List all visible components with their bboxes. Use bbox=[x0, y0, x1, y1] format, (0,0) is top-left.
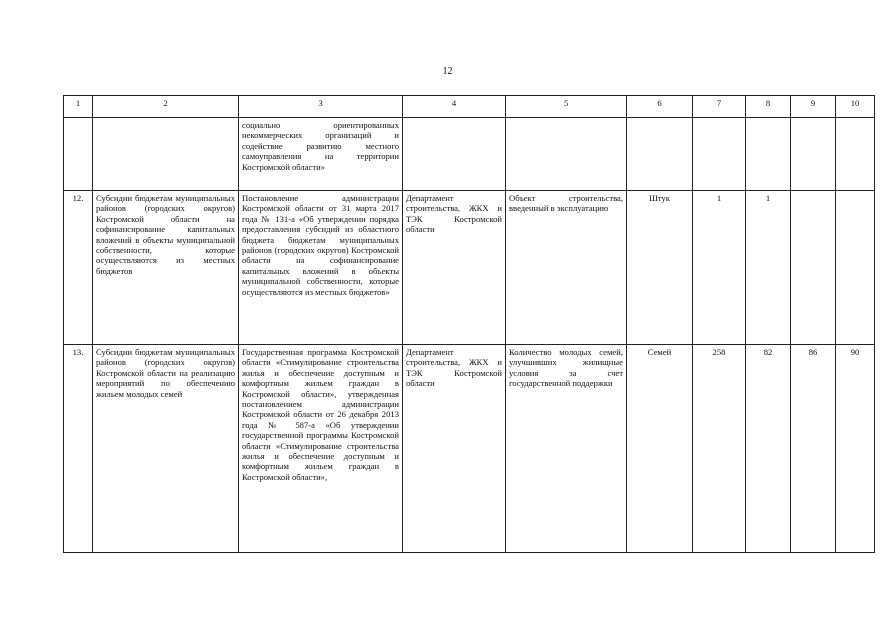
header-cell: 1 bbox=[64, 96, 93, 118]
responsible-body: Департамент строительства, ЖКХ и ТЭК Костромской области bbox=[403, 191, 506, 345]
page-number: 12 bbox=[442, 66, 453, 77]
value-col9: 86 bbox=[791, 345, 836, 553]
row-number: 12. bbox=[64, 191, 93, 345]
legal-basis: Постановление администрации Костромской области от 31 марта 2017 года № 131-а «Об утверждении порядка предоставления субсидий из областного бюджета бюджетам муниципальных районов (городских округов) Костромской области на софинансирование капитальных вложений в объекты муниципальной собственности, которые осуществляются из местных бюджетов» bbox=[239, 191, 403, 345]
value-col9 bbox=[791, 191, 836, 345]
value-col7: 1 bbox=[693, 191, 746, 345]
legal-basis: Государственная программа Костромской области «Стимулирование строительства жилья и обеспечение доступным и комфортным жильем граждан в Костромской области», утвержденная постановлением администрации Костромской области от 26 декабря 2013 года № 587-а «Об утверждении государственной программы Костромской области «Стимулирование строительства жилья и обеспечение доступным и комфортным жильем граждан в Костромской области», bbox=[239, 345, 403, 553]
unit: Семей bbox=[627, 345, 693, 553]
value-col7: 258 bbox=[693, 345, 746, 553]
header-cell: 5 bbox=[506, 96, 627, 118]
header-cell: 3 bbox=[239, 96, 403, 118]
value-col10 bbox=[836, 191, 875, 345]
table-row bbox=[64, 345, 875, 553]
header-cell: 8 bbox=[746, 96, 791, 118]
responsible-body: Департамент строительства, ЖКХ и ТЭК Костромской области bbox=[403, 345, 506, 553]
header-cell: 4 bbox=[403, 96, 506, 118]
row-number: 13. bbox=[64, 345, 93, 553]
responsible-body bbox=[403, 118, 506, 191]
indicator bbox=[506, 118, 627, 191]
header-cell: 10 bbox=[836, 96, 875, 118]
indicator: Объект строительства, введенный в эксплуатацию bbox=[506, 191, 627, 345]
table-row bbox=[64, 118, 875, 191]
header-cell: 7 bbox=[693, 96, 746, 118]
unit bbox=[627, 118, 693, 191]
header-cell: 2 bbox=[93, 96, 239, 118]
subsidy-name: Субсидии бюджетам муниципальных районов (городских округов) Костромской области на реализацию мероприятий по обеспечению жильем молодых семей bbox=[93, 345, 239, 553]
value-col8 bbox=[746, 118, 791, 191]
indicator: Количество молодых семей, улучшивших жилищные условия за счет государственной поддержки bbox=[506, 345, 627, 553]
row-number bbox=[64, 118, 93, 191]
table-row bbox=[64, 191, 875, 345]
value-col9 bbox=[791, 118, 836, 191]
subsidy-name: Субсидии бюджетам муниципальных районов (городских округов) Костромской области на софинансирование капитальных вложений в объекты муниципальной собственности, которые осуществляются из местных бюджетов bbox=[93, 191, 239, 345]
unit: Штук bbox=[627, 191, 693, 345]
value-col7 bbox=[693, 118, 746, 191]
value-col10: 90 bbox=[836, 345, 875, 553]
subsidy-table bbox=[63, 95, 875, 553]
subsidy-name bbox=[93, 118, 239, 191]
value-col8: 82 bbox=[746, 345, 791, 553]
header-cell: 9 bbox=[791, 96, 836, 118]
legal-basis: социально ориентированных некоммерческих организаций и содействие развитию местного самоуправления на территории Костромской области» bbox=[239, 118, 403, 191]
value-col10 bbox=[836, 118, 875, 191]
header-row bbox=[64, 96, 875, 118]
value-col8: 1 bbox=[746, 191, 791, 345]
header-cell: 6 bbox=[627, 96, 693, 118]
